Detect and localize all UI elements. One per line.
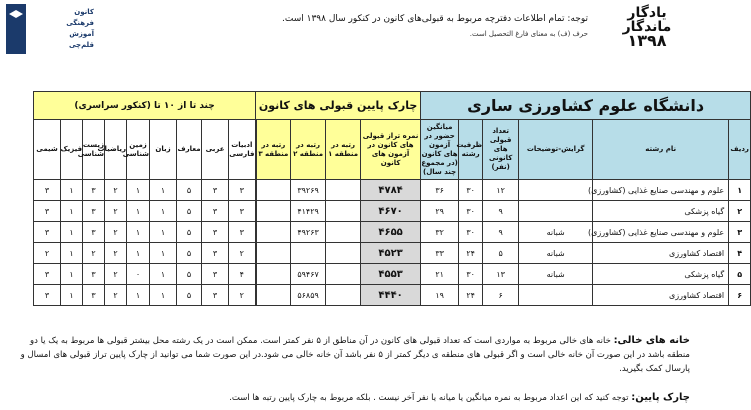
- col-row: ردیف: [729, 120, 751, 180]
- table-cell: ۱: [150, 180, 177, 201]
- table-cell: [326, 243, 361, 264]
- table-cell: ۳۰: [459, 264, 483, 285]
- level-score: ۴۵۲۳: [361, 243, 421, 264]
- university-title: دانشگاه علوم کشاورزی ساری: [421, 92, 751, 120]
- table-cell: ۳: [34, 180, 61, 201]
- table-cell: ۱: [61, 201, 83, 222]
- table-cell: ۳: [729, 222, 751, 243]
- table-cell: ۳: [202, 201, 229, 222]
- empty-cells-text: خانه های خالی مربوط به مواردی است که تعداد قبولی های کانون در آن مناطق از ۵ نفر کمتر است. ممکن است در یک رشته محل بیشتر قبولی ها مربوط به یک یا دو منطقه باشد در این صورت آن خانه خالی است و اگر قبولی های منطقه ی دیگر کمتر از ۵ نفر باشد آن خانه خالی می شود.در این صورت شما می توانید از چارک پایین تراز قبولی های امسال و پارسال کمک بگیرید.: [20, 336, 690, 374]
- table-cell: ۵: [177, 180, 202, 201]
- col-subject: زیست شناسی: [83, 120, 105, 180]
- table-cell: ۲۹: [421, 201, 459, 222]
- table-cell: ۳: [83, 222, 105, 243]
- table-cell: [291, 243, 326, 264]
- table-cell: ۳: [83, 201, 105, 222]
- table-cell: ۲: [34, 243, 61, 264]
- table-cell: ۰: [127, 264, 150, 285]
- table-cell: ۴۹۲۶۳: [291, 222, 326, 243]
- table-cell: ۵۶۸۵۹: [291, 285, 326, 306]
- table-cell: ۲: [105, 180, 127, 201]
- table-cell: ۲: [105, 285, 127, 306]
- brand-mark: [612, 6, 682, 48]
- col-count: تعداد قبولی های کانونی (نفر): [483, 120, 519, 180]
- table-cell: ۱: [150, 222, 177, 243]
- table-cell: ۱: [127, 180, 150, 201]
- table-cell: [326, 285, 361, 306]
- table-cell: ۲۴: [459, 285, 483, 306]
- table-cell: ۱: [150, 243, 177, 264]
- lowest-quartile-title: چارک پایین قبولی های کانون: [256, 92, 421, 120]
- table-cell: ۵: [177, 201, 202, 222]
- table-cell: ۱: [61, 285, 83, 306]
- orientation: شبانه: [519, 222, 593, 243]
- table-cell: [326, 264, 361, 285]
- table-cell: ۱: [127, 222, 150, 243]
- col-subject: ادبیات فارسی: [229, 120, 256, 180]
- table-cell: ۵: [177, 285, 202, 306]
- table-cell: ۳۲: [421, 222, 459, 243]
- lower-quartile-note: [14, 392, 690, 403]
- table-cell: ۳: [229, 201, 256, 222]
- table-cell: ۱۲: [483, 180, 519, 201]
- table-cell: ۲: [105, 201, 127, 222]
- table-row: [34, 243, 751, 264]
- table-cell: ۳: [34, 264, 61, 285]
- col-rank2: رتبه در منطقه ۲: [291, 120, 326, 180]
- table-cell: ۲: [105, 222, 127, 243]
- table-row: [34, 264, 751, 285]
- table-cell: ۳: [34, 201, 61, 222]
- table-cell: [256, 201, 291, 222]
- table-cell: ۴۱۴۲۹: [291, 201, 326, 222]
- table-cell: ۳: [229, 180, 256, 201]
- graduation-cap-icon: [6, 4, 26, 54]
- table-cell: ۳: [202, 243, 229, 264]
- field-name: اقتصاد کشاورزی: [593, 285, 729, 306]
- empty-cells-note: [14, 334, 690, 376]
- table-cell: ۲: [105, 243, 127, 264]
- brand-line-2: ماندگار: [622, 19, 672, 35]
- table-cell: ۱: [150, 201, 177, 222]
- table-cell: ۳: [34, 222, 61, 243]
- level-score: ۴۷۸۴: [361, 180, 421, 201]
- table-cell: ۳: [202, 264, 229, 285]
- col-level-score: نمره تراز قبولی های کانون در آزمون های کانون: [361, 120, 421, 180]
- table-cell: ۹: [483, 222, 519, 243]
- table-cell: [256, 264, 291, 285]
- kanoon-logo: [6, 4, 98, 56]
- field-name: علوم و مهندسی صنایع غذایی (کشاورزی): [593, 222, 729, 243]
- table-cell: ۵۹۴۶۷: [291, 264, 326, 285]
- table-cell: ۱: [150, 285, 177, 306]
- table-cell: [256, 180, 291, 201]
- table-cell: ۳۰: [459, 201, 483, 222]
- table-cell: ۲: [229, 243, 256, 264]
- col-rank3: رتبه در منطقه ۳: [256, 120, 291, 180]
- orientation: [519, 201, 593, 222]
- col-capacity: ظرفیت رشته: [459, 120, 483, 180]
- table-row: [34, 201, 751, 222]
- col-subject: شیمی: [34, 120, 61, 180]
- table-cell: ۱: [150, 264, 177, 285]
- logo-text: کانون فرهنگی آموزش قلم‌چی: [66, 8, 94, 49]
- lower-quartile-text: توجه کنید که این اعداد مربوط به نمره میانگین یا میانه یا نفر آخر نیست . بلکه مربوط به چارک پایین رتبه ها است.: [229, 393, 632, 403]
- table-cell: ۱: [127, 243, 150, 264]
- table-cell: [256, 285, 291, 306]
- table-cell: ۳: [83, 285, 105, 306]
- col-subject: فیزیک: [61, 120, 83, 180]
- field-name: گیاه پزشکی: [593, 201, 729, 222]
- brand-year: ۱۳۹۸: [627, 31, 667, 50]
- table-cell: ۴: [229, 264, 256, 285]
- table-cell: ۳۰: [459, 222, 483, 243]
- notice-text: توجه: تمام اطلاعات دفترچه مربوط به قبولی‌های کانون در کنکور سال ۱۳۹۸ است.: [282, 14, 588, 24]
- table-cell: ۳۹۲۶۹: [291, 180, 326, 201]
- table-cell: ۳: [202, 222, 229, 243]
- orientation: شبانه: [519, 243, 593, 264]
- admissions-table: [33, 91, 751, 306]
- table-cell: ۳: [202, 180, 229, 201]
- table-cell: ۵: [729, 264, 751, 285]
- table-row: [34, 285, 751, 306]
- table-cell: ۲۴: [459, 243, 483, 264]
- table-row: [34, 222, 751, 243]
- orientation: [519, 285, 593, 306]
- table-cell: ۳۳: [421, 243, 459, 264]
- rank-of-ten-title: چند تا از ۱۰ تا (کنکور سراسری): [34, 92, 256, 120]
- page-header: [0, 0, 700, 60]
- table-cell: ۳: [34, 285, 61, 306]
- table-cell: ۹: [483, 201, 519, 222]
- level-score: ۴۵۵۳: [361, 264, 421, 285]
- table-cell: ۱: [127, 285, 150, 306]
- table-cell: ۳: [83, 180, 105, 201]
- table-cell: [326, 222, 361, 243]
- table-cell: ۵: [177, 243, 202, 264]
- field-name: گیاه پزشکی: [593, 264, 729, 285]
- col-subject: عربی: [202, 120, 229, 180]
- col-subject: ریاضیات: [105, 120, 127, 180]
- table-cell: ۳۶: [421, 180, 459, 201]
- col-subject: زبان: [150, 120, 177, 180]
- table-row: [34, 180, 751, 201]
- col-field: نام رشته: [593, 120, 729, 180]
- table-cell: [326, 180, 361, 201]
- lower-quartile-title: چارک پایین:: [631, 392, 690, 403]
- table-cell: ۲: [229, 285, 256, 306]
- table-cell: ۱: [729, 180, 751, 201]
- table-cell: ۲: [83, 243, 105, 264]
- table-cell: ۱: [61, 264, 83, 285]
- level-score: ۴۶۷۰: [361, 201, 421, 222]
- table-cell: ۵: [177, 264, 202, 285]
- table-cell: ۱: [61, 180, 83, 201]
- empty-cells-title: خانه های خالی:: [613, 335, 690, 346]
- table-cell: ۳: [229, 222, 256, 243]
- table-cell: ۱۹: [421, 285, 459, 306]
- col-avg-tests: میانگین حضور در آزمون های کانون (در مجموع چند سال): [421, 120, 459, 180]
- orientation: [519, 180, 593, 201]
- table-cell: ۵: [177, 222, 202, 243]
- table-cell: [256, 243, 291, 264]
- table-cell: ۱: [61, 243, 83, 264]
- table-cell: ۲: [105, 264, 127, 285]
- orientation: شبانه: [519, 264, 593, 285]
- table-cell: [256, 222, 291, 243]
- level-score: ۴۴۴۰: [361, 285, 421, 306]
- table-cell: [326, 201, 361, 222]
- table-cell: ۶: [729, 285, 751, 306]
- table-cell: ۱: [127, 201, 150, 222]
- brand-line-1: یادگار: [627, 5, 667, 21]
- col-subject: معارف: [177, 120, 202, 180]
- table-cell: ۴: [729, 243, 751, 264]
- table-cell: ۲۱: [421, 264, 459, 285]
- col-rank1: رتبه در منطقه ۱: [326, 120, 361, 180]
- table-cell: ۳: [202, 285, 229, 306]
- table-cell: ۱۳: [483, 264, 519, 285]
- table-cell: ۵: [483, 243, 519, 264]
- table-cell: ۲: [729, 201, 751, 222]
- table-cell: ۳۰: [459, 180, 483, 201]
- table-cell: ۶: [483, 285, 519, 306]
- table-cell: ۱: [61, 222, 83, 243]
- table-cell: ۳: [83, 264, 105, 285]
- col-subject: زمین شناسی: [127, 120, 150, 180]
- col-orientation: گرایش-توضیحات: [519, 120, 593, 180]
- graduate-note: حرف (ف) به معنای فارغ التحصیل است.: [469, 30, 588, 38]
- field-name: اقتصاد کشاورزی: [593, 243, 729, 264]
- field-name: علوم و مهندسی صنایع غذایی (کشاورزی): [593, 180, 729, 201]
- level-score: ۴۶۵۵: [361, 222, 421, 243]
